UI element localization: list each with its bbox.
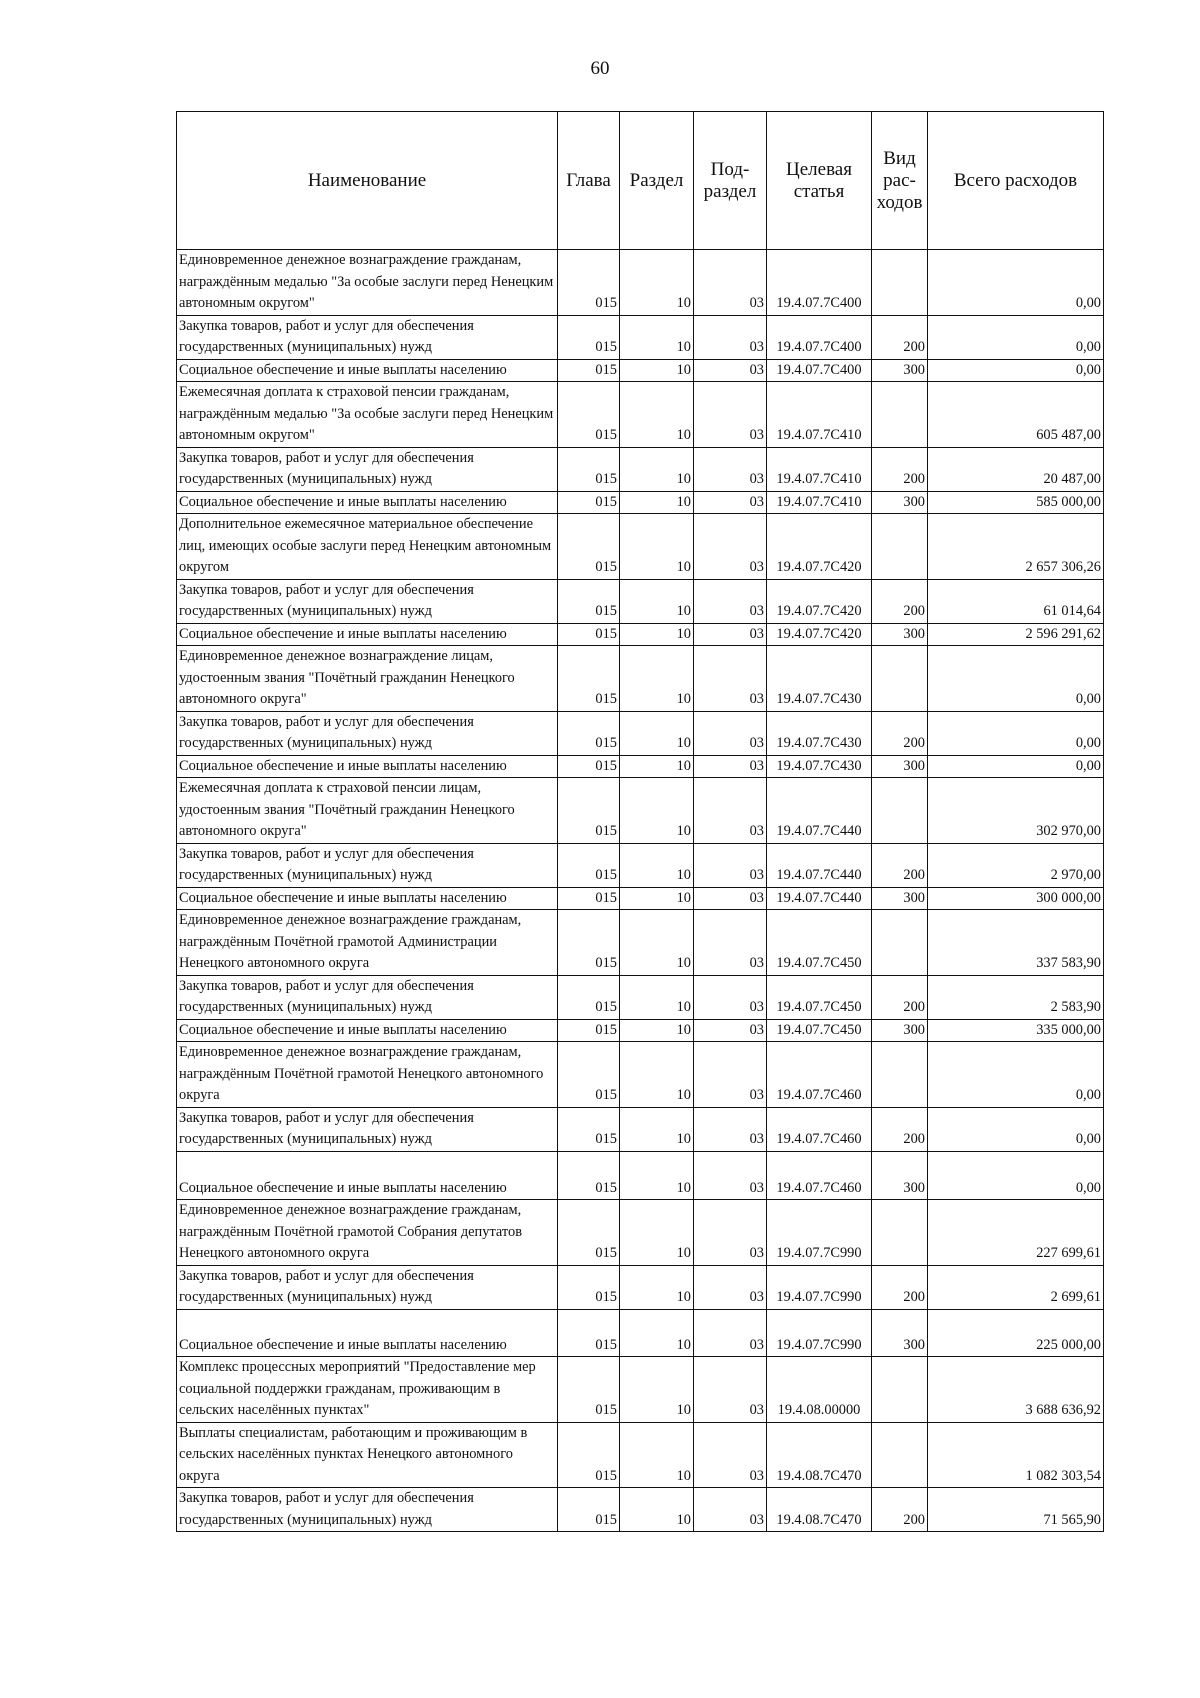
cell-subsection: 03 bbox=[694, 1309, 767, 1357]
cell-section: 10 bbox=[620, 514, 694, 580]
cell-target-article: 19.4.07.7С460 bbox=[767, 1151, 872, 1200]
cell-name: Закупка товаров, работ и услуг для обеспечения государственных (муниципальных) нужд bbox=[177, 1107, 558, 1151]
cell-target-article: 19.4.07.7С990 bbox=[767, 1200, 872, 1266]
cell-expense-type: 200 bbox=[872, 447, 928, 491]
cell-total: 585 000,00 bbox=[928, 491, 1104, 514]
cell-target-article: 19.4.07.7С450 bbox=[767, 910, 872, 976]
cell-name: Ежемесячная доплата к страховой пенсии лицам, удостоенным звания "Почётный гражданин Ненецкого автономного округа" bbox=[177, 778, 558, 844]
table-row bbox=[177, 382, 1104, 448]
cell-expense-type: 300 bbox=[872, 1019, 928, 1042]
cell-name: Закупка товаров, работ и услуг для обеспечения государственных (муниципальных) нужд bbox=[177, 315, 558, 359]
cell-name: Выплаты специалистам, работающим и проживающим в сельских населённых пунктах Ненецкого автономного округа bbox=[177, 1422, 558, 1488]
table-row bbox=[177, 315, 1104, 359]
cell-expense-type: 200 bbox=[872, 843, 928, 887]
cell-chapter: 015 bbox=[558, 843, 620, 887]
cell-total: 20 487,00 bbox=[928, 447, 1104, 491]
cell-name: Социальное обеспечение и иные выплаты населению bbox=[177, 491, 558, 514]
cell-chapter: 015 bbox=[558, 514, 620, 580]
cell-section: 10 bbox=[620, 887, 694, 910]
cell-name: Ежемесячная доплата к страховой пенсии гражданам, награждённым медалью "За особые заслуги перед Ненецким автономным округом" bbox=[177, 382, 558, 448]
cell-section: 10 bbox=[620, 646, 694, 712]
cell-target-article: 19.4.08.7С470 bbox=[767, 1422, 872, 1488]
table-row bbox=[177, 491, 1104, 514]
cell-expense-type: 200 bbox=[872, 1265, 928, 1309]
header-target-article: Целевая статья bbox=[767, 112, 872, 250]
cell-expense-type: 200 bbox=[872, 1107, 928, 1151]
cell-section: 10 bbox=[620, 359, 694, 382]
cell-chapter: 015 bbox=[558, 646, 620, 712]
cell-expense-type: 200 bbox=[872, 1488, 928, 1532]
cell-expense-type bbox=[872, 910, 928, 976]
cell-expense-type: 300 bbox=[872, 1309, 928, 1357]
cell-chapter: 015 bbox=[558, 250, 620, 316]
cell-expense-type: 300 bbox=[872, 1151, 928, 1200]
cell-expense-type bbox=[872, 382, 928, 448]
cell-target-article: 19.4.07.7С430 bbox=[767, 711, 872, 755]
cell-target-article: 19.4.08.7С470 bbox=[767, 1488, 872, 1532]
cell-subsection: 03 bbox=[694, 778, 767, 844]
cell-expense-type bbox=[872, 1422, 928, 1488]
cell-chapter: 015 bbox=[558, 1042, 620, 1108]
cell-total: 302 970,00 bbox=[928, 778, 1104, 844]
table-row bbox=[177, 514, 1104, 580]
cell-expense-type: 300 bbox=[872, 623, 928, 646]
cell-name: Дополнительное ежемесячное материальное обеспечение лиц, имеющих особые заслуги перед Ненецким автономным округом bbox=[177, 514, 558, 580]
cell-section: 10 bbox=[620, 1309, 694, 1357]
cell-subsection: 03 bbox=[694, 1200, 767, 1266]
cell-name: Единовременное денежное вознаграждение гражданам, награждённым медалью "За особые заслуги перед Ненецким автономным округом" bbox=[177, 250, 558, 316]
cell-expense-type bbox=[872, 646, 928, 712]
table-row bbox=[177, 579, 1104, 623]
cell-target-article: 19.4.07.7С420 bbox=[767, 623, 872, 646]
table-row bbox=[177, 1488, 1104, 1532]
cell-name: Закупка товаров, работ и услуг для обеспечения государственных (муниципальных) нужд bbox=[177, 1265, 558, 1309]
cell-total: 2 657 306,26 bbox=[928, 514, 1104, 580]
cell-subsection: 03 bbox=[694, 1107, 767, 1151]
cell-target-article: 19.4.07.7С440 bbox=[767, 778, 872, 844]
cell-section: 10 bbox=[620, 491, 694, 514]
cell-chapter: 015 bbox=[558, 975, 620, 1019]
table-row bbox=[177, 250, 1104, 316]
cell-chapter: 015 bbox=[558, 1422, 620, 1488]
cell-name: Социальное обеспечение и иные выплаты населению bbox=[177, 359, 558, 382]
cell-total: 0,00 bbox=[928, 1042, 1104, 1108]
table-row bbox=[177, 755, 1104, 778]
table-row bbox=[177, 711, 1104, 755]
cell-total: 2 699,61 bbox=[928, 1265, 1104, 1309]
cell-target-article: 19.4.07.7С460 bbox=[767, 1107, 872, 1151]
cell-chapter: 015 bbox=[558, 887, 620, 910]
cell-total: 0,00 bbox=[928, 755, 1104, 778]
cell-target-article: 19.4.07.7С440 bbox=[767, 887, 872, 910]
table-row bbox=[177, 1200, 1104, 1266]
table-row bbox=[177, 1019, 1104, 1042]
cell-total: 225 000,00 bbox=[928, 1309, 1104, 1357]
cell-target-article: 19.4.07.7С410 bbox=[767, 382, 872, 448]
cell-total: 0,00 bbox=[928, 250, 1104, 316]
cell-chapter: 015 bbox=[558, 1200, 620, 1266]
cell-total: 1 082 303,54 bbox=[928, 1422, 1104, 1488]
cell-total: 227 699,61 bbox=[928, 1200, 1104, 1266]
cell-chapter: 015 bbox=[558, 1151, 620, 1200]
cell-subsection: 03 bbox=[694, 755, 767, 778]
cell-subsection: 03 bbox=[694, 579, 767, 623]
header-chapter: Глава bbox=[558, 112, 620, 250]
header-section: Раздел bbox=[620, 112, 694, 250]
cell-expense-type: 200 bbox=[872, 315, 928, 359]
cell-chapter: 015 bbox=[558, 778, 620, 844]
cell-target-article: 19.4.07.7С420 bbox=[767, 579, 872, 623]
cell-section: 10 bbox=[620, 315, 694, 359]
cell-chapter: 015 bbox=[558, 1357, 620, 1423]
cell-expense-type: 300 bbox=[872, 491, 928, 514]
cell-total: 71 565,90 bbox=[928, 1488, 1104, 1532]
header-subsection: Под-раздел bbox=[694, 112, 767, 250]
cell-name: Закупка товаров, работ и услуг для обеспечения государственных (муниципальных) нужд bbox=[177, 711, 558, 755]
cell-name: Социальное обеспечение и иные выплаты населению bbox=[177, 1151, 558, 1200]
budget-table bbox=[176, 111, 1104, 1532]
cell-name: Социальное обеспечение и иные выплаты населению bbox=[177, 1019, 558, 1042]
cell-subsection: 03 bbox=[694, 646, 767, 712]
cell-section: 10 bbox=[620, 447, 694, 491]
page-number: 60 bbox=[590, 58, 610, 79]
cell-expense-type bbox=[872, 1357, 928, 1423]
table-row bbox=[177, 623, 1104, 646]
cell-name: Комплекс процессных мероприятий "Предоставление мер социальной поддержки гражданам, проживающим в сельских населённых пунктах" bbox=[177, 1357, 558, 1423]
table-body bbox=[177, 250, 1104, 1532]
cell-section: 10 bbox=[620, 382, 694, 448]
cell-subsection: 03 bbox=[694, 975, 767, 1019]
cell-expense-type bbox=[872, 778, 928, 844]
cell-section: 10 bbox=[620, 1488, 694, 1532]
header-expense-type: Вид рас-ходов bbox=[872, 112, 928, 250]
cell-total: 0,00 bbox=[928, 646, 1104, 712]
cell-total: 0,00 bbox=[928, 711, 1104, 755]
cell-target-article: 19.4.07.7С430 bbox=[767, 646, 872, 712]
cell-subsection: 03 bbox=[694, 910, 767, 976]
cell-section: 10 bbox=[620, 1357, 694, 1423]
cell-total: 300 000,00 bbox=[928, 887, 1104, 910]
cell-subsection: 03 bbox=[694, 623, 767, 646]
cell-subsection: 03 bbox=[694, 315, 767, 359]
cell-section: 10 bbox=[620, 711, 694, 755]
cell-chapter: 015 bbox=[558, 315, 620, 359]
cell-name: Единовременное денежное вознаграждение гражданам, награждённым Почётной грамотой Ненецкого автономного округа bbox=[177, 1042, 558, 1108]
cell-subsection: 03 bbox=[694, 1488, 767, 1532]
cell-total: 0,00 bbox=[928, 359, 1104, 382]
cell-total: 605 487,00 bbox=[928, 382, 1104, 448]
table-row bbox=[177, 1265, 1104, 1309]
cell-target-article: 19.4.07.7С990 bbox=[767, 1309, 872, 1357]
cell-section: 10 bbox=[620, 1107, 694, 1151]
cell-name: Социальное обеспечение и иные выплаты населению bbox=[177, 623, 558, 646]
cell-subsection: 03 bbox=[694, 447, 767, 491]
table-row bbox=[177, 1357, 1104, 1423]
cell-target-article: 19.4.07.7С450 bbox=[767, 1019, 872, 1042]
cell-expense-type bbox=[872, 250, 928, 316]
cell-expense-type: 200 bbox=[872, 579, 928, 623]
cell-target-article: 19.4.07.7С400 bbox=[767, 359, 872, 382]
header-total: Всего расходов bbox=[928, 112, 1104, 250]
table-header-row bbox=[177, 112, 1104, 250]
cell-name: Социальное обеспечение и иные выплаты населению bbox=[177, 1309, 558, 1357]
cell-chapter: 015 bbox=[558, 359, 620, 382]
cell-section: 10 bbox=[620, 755, 694, 778]
cell-chapter: 015 bbox=[558, 755, 620, 778]
cell-total: 335 000,00 bbox=[928, 1019, 1104, 1042]
cell-expense-type: 300 bbox=[872, 887, 928, 910]
cell-chapter: 015 bbox=[558, 382, 620, 448]
cell-expense-type: 200 bbox=[872, 711, 928, 755]
cell-chapter: 015 bbox=[558, 447, 620, 491]
header-name: Наименование bbox=[177, 112, 558, 250]
cell-name: Единовременное денежное вознаграждение лицам, удостоенным звания "Почётный гражданин Ненецкого автономного округа" bbox=[177, 646, 558, 712]
cell-target-article: 19.4.07.7С990 bbox=[767, 1265, 872, 1309]
table-row bbox=[177, 1107, 1104, 1151]
cell-name: Единовременное денежное вознаграждение гражданам, награждённым Почётной грамотой Собрания депутатов Ненецкого автономного округа bbox=[177, 1200, 558, 1266]
cell-subsection: 03 bbox=[694, 491, 767, 514]
cell-target-article: 19.4.07.7С400 bbox=[767, 315, 872, 359]
cell-section: 10 bbox=[620, 623, 694, 646]
cell-name: Закупка товаров, работ и услуг для обеспечения государственных (муниципальных) нужд bbox=[177, 447, 558, 491]
cell-subsection: 03 bbox=[694, 711, 767, 755]
cell-chapter: 015 bbox=[558, 910, 620, 976]
cell-target-article: 19.4.07.7С430 bbox=[767, 755, 872, 778]
cell-chapter: 015 bbox=[558, 1309, 620, 1357]
cell-section: 10 bbox=[620, 1019, 694, 1042]
table-row bbox=[177, 778, 1104, 844]
cell-section: 10 bbox=[620, 1265, 694, 1309]
cell-subsection: 03 bbox=[694, 1042, 767, 1108]
cell-name: Закупка товаров, работ и услуг для обеспечения государственных (муниципальных) нужд bbox=[177, 1488, 558, 1532]
cell-subsection: 03 bbox=[694, 1019, 767, 1042]
cell-subsection: 03 bbox=[694, 1422, 767, 1488]
cell-chapter: 015 bbox=[558, 1019, 620, 1042]
cell-section: 10 bbox=[620, 843, 694, 887]
cell-target-article: 19.4.07.7С400 bbox=[767, 250, 872, 316]
table-row bbox=[177, 646, 1104, 712]
cell-expense-type: 300 bbox=[872, 755, 928, 778]
cell-target-article: 19.4.08.00000 bbox=[767, 1357, 872, 1423]
cell-target-article: 19.4.07.7С410 bbox=[767, 491, 872, 514]
cell-subsection: 03 bbox=[694, 382, 767, 448]
cell-chapter: 015 bbox=[558, 623, 620, 646]
cell-name: Социальное обеспечение и иные выплаты населению bbox=[177, 887, 558, 910]
cell-subsection: 03 bbox=[694, 359, 767, 382]
cell-chapter: 015 bbox=[558, 1488, 620, 1532]
cell-target-article: 19.4.07.7С440 bbox=[767, 843, 872, 887]
cell-chapter: 015 bbox=[558, 579, 620, 623]
cell-chapter: 015 bbox=[558, 711, 620, 755]
cell-name: Закупка товаров, работ и услуг для обеспечения государственных (муниципальных) нужд bbox=[177, 975, 558, 1019]
table-row bbox=[177, 975, 1104, 1019]
cell-section: 10 bbox=[620, 1151, 694, 1200]
cell-name: Закупка товаров, работ и услуг для обеспечения государственных (муниципальных) нужд bbox=[177, 579, 558, 623]
cell-subsection: 03 bbox=[694, 843, 767, 887]
table-row bbox=[177, 1042, 1104, 1108]
cell-total: 61 014,64 bbox=[928, 579, 1104, 623]
table-row bbox=[177, 1422, 1104, 1488]
cell-section: 10 bbox=[620, 1042, 694, 1108]
cell-subsection: 03 bbox=[694, 887, 767, 910]
cell-subsection: 03 bbox=[694, 250, 767, 316]
cell-expense-type bbox=[872, 1200, 928, 1266]
cell-expense-type: 300 bbox=[872, 359, 928, 382]
table-row bbox=[177, 910, 1104, 976]
table-row bbox=[177, 887, 1104, 910]
table-row bbox=[177, 447, 1104, 491]
cell-total: 0,00 bbox=[928, 315, 1104, 359]
cell-subsection: 03 bbox=[694, 514, 767, 580]
table-row bbox=[177, 359, 1104, 382]
cell-total: 337 583,90 bbox=[928, 910, 1104, 976]
cell-expense-type bbox=[872, 1042, 928, 1108]
cell-chapter: 015 bbox=[558, 491, 620, 514]
cell-total: 0,00 bbox=[928, 1151, 1104, 1200]
cell-subsection: 03 bbox=[694, 1265, 767, 1309]
cell-target-article: 19.4.07.7С450 bbox=[767, 975, 872, 1019]
cell-target-article: 19.4.07.7С460 bbox=[767, 1042, 872, 1108]
cell-chapter: 015 bbox=[558, 1107, 620, 1151]
cell-section: 10 bbox=[620, 910, 694, 976]
cell-section: 10 bbox=[620, 975, 694, 1019]
cell-total: 2 596 291,62 bbox=[928, 623, 1104, 646]
cell-section: 10 bbox=[620, 579, 694, 623]
cell-section: 10 bbox=[620, 778, 694, 844]
cell-target-article: 19.4.07.7С410 bbox=[767, 447, 872, 491]
cell-total: 2 970,00 bbox=[928, 843, 1104, 887]
cell-expense-type: 200 bbox=[872, 975, 928, 1019]
cell-total: 3 688 636,92 bbox=[928, 1357, 1104, 1423]
cell-expense-type bbox=[872, 514, 928, 580]
table-row bbox=[177, 1309, 1104, 1357]
cell-chapter: 015 bbox=[558, 1265, 620, 1309]
cell-subsection: 03 bbox=[694, 1151, 767, 1200]
cell-subsection: 03 bbox=[694, 1357, 767, 1423]
cell-section: 10 bbox=[620, 1422, 694, 1488]
table-row bbox=[177, 843, 1104, 887]
cell-total: 2 583,90 bbox=[928, 975, 1104, 1019]
cell-section: 10 bbox=[620, 250, 694, 316]
cell-total: 0,00 bbox=[928, 1107, 1104, 1151]
cell-name: Социальное обеспечение и иные выплаты населению bbox=[177, 755, 558, 778]
cell-name: Единовременное денежное вознаграждение гражданам, награждённым Почётной грамотой Администрации Ненецкого автономного округа bbox=[177, 910, 558, 976]
cell-name: Закупка товаров, работ и услуг для обеспечения государственных (муниципальных) нужд bbox=[177, 843, 558, 887]
table-row bbox=[177, 1151, 1104, 1200]
cell-section: 10 bbox=[620, 1200, 694, 1266]
cell-target-article: 19.4.07.7С420 bbox=[767, 514, 872, 580]
